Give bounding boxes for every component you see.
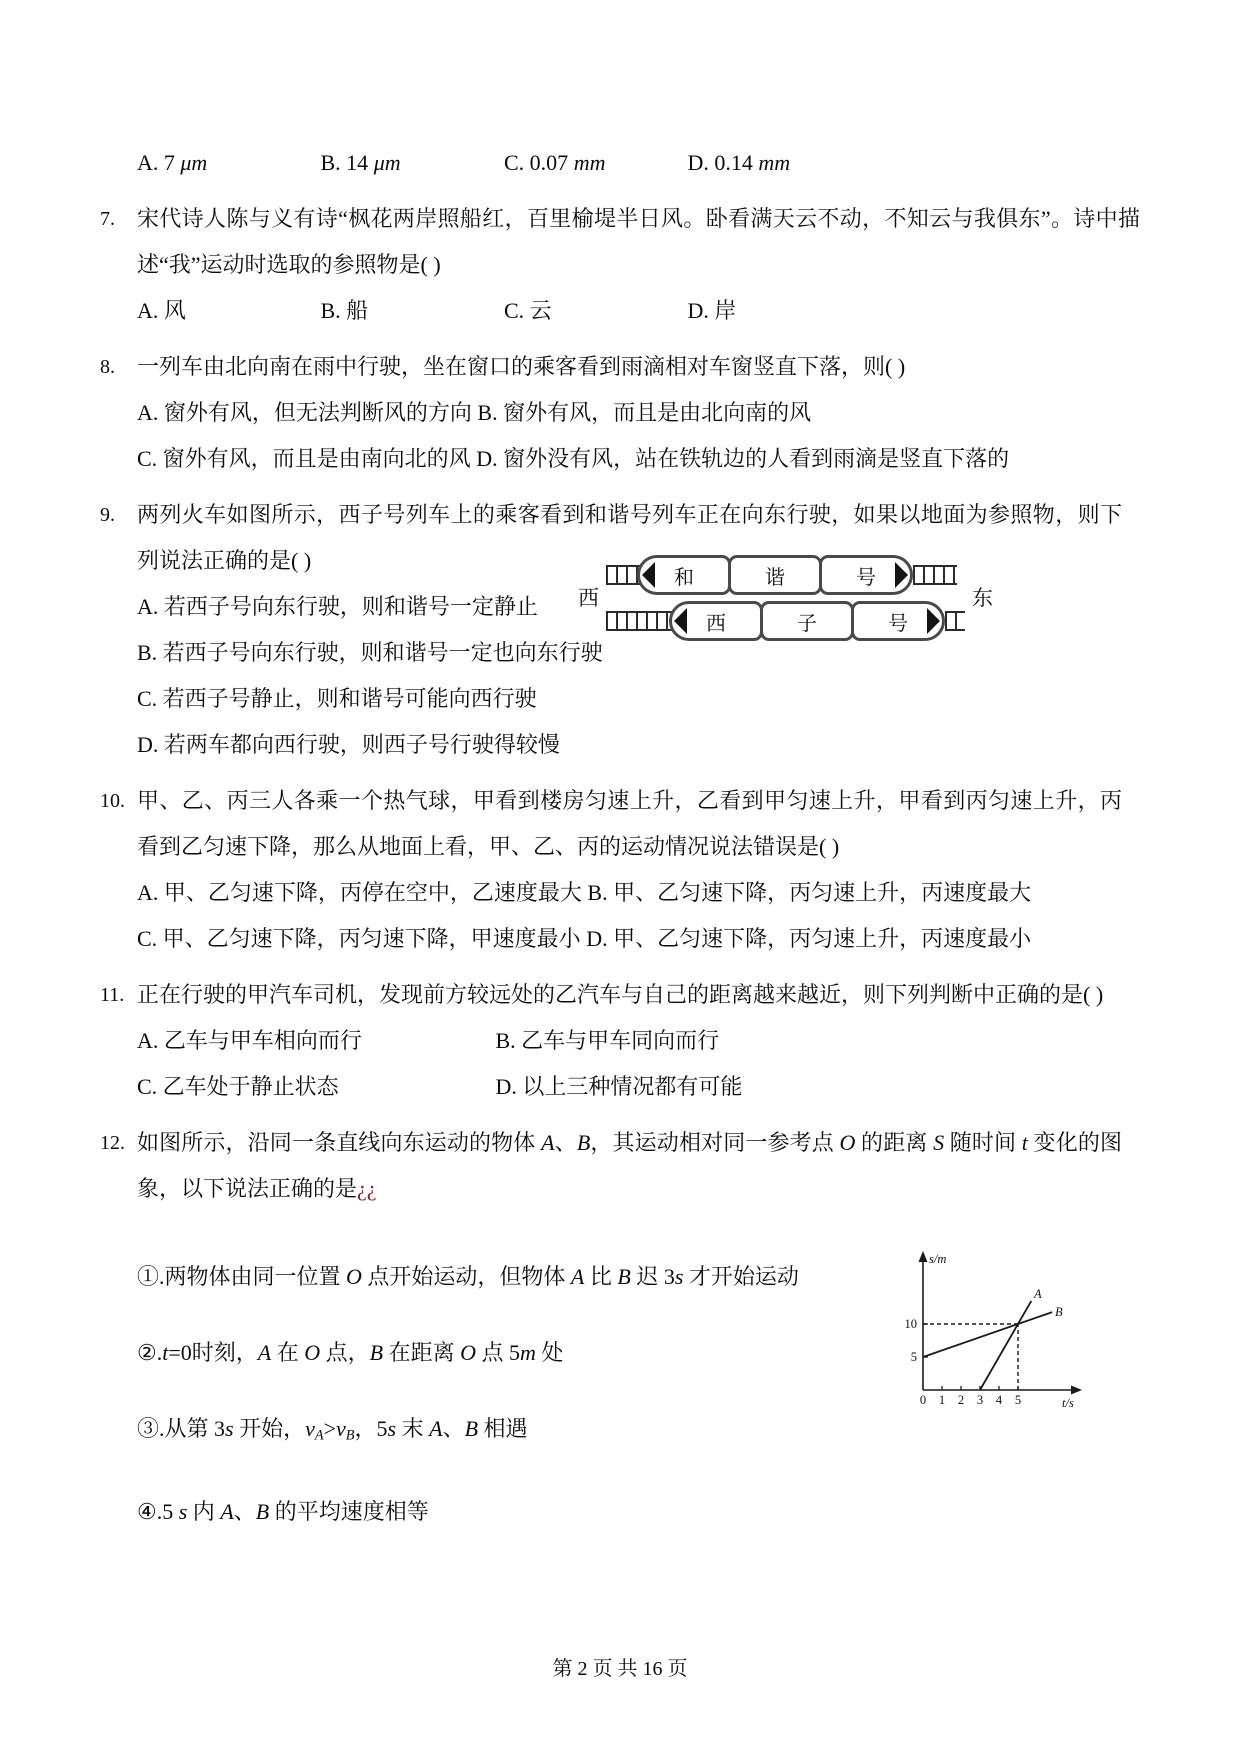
train-xizihao [606,598,965,644]
option-b: B. 14 μm [320,150,401,175]
east-label: 东 [972,585,993,610]
track-segment [606,565,640,585]
option-c: C. 若西子号静止，则和谐号可能向西行驶 [137,686,537,711]
option-c: C. 甲、乙匀速下降，丙匀速下降，甲速度最小 [137,926,581,951]
page-number: 第 2 页 共 16 页 [552,1658,688,1680]
train-car [637,555,731,595]
statement-4: ④.5 s 内 A、B 的平均速度相等 [137,1498,429,1524]
option-d: D. 岸 [687,298,737,323]
question-7-options [137,288,1140,334]
x-tick-label: 0 [919,1393,927,1407]
x-tick-label: 3 [976,1393,984,1407]
option-a: A. 若西子号向东行驶，则和谐号一定静止 [137,594,538,619]
x-tick-label: 1 [938,1393,946,1407]
train-car [760,601,854,641]
train-nose-left-icon [674,608,687,634]
question-11 [100,972,1140,1110]
train-hexiehao [606,552,965,598]
y-tick-label: 10 [904,1317,917,1331]
x-axis-label: t/s [1062,1396,1074,1410]
option-d: D. 以上三种情况都有可能 [495,1074,743,1099]
option-b: B. 甲、乙匀速下降，丙匀速上升，丙速度最大 [587,880,1032,905]
question-number: 11. [100,984,125,1006]
statement-1: ①.两物体由同一位置 O 点开始运动，但物体 A 比 B 迟 3s 才开始运动 [137,1264,799,1289]
option-a: A. 乙车与甲车相向而行 [137,1028,362,1053]
car-label: 谐 [765,566,785,589]
question-8-options-row-1 [137,390,1140,436]
question-10-options-row-1 [137,870,1140,916]
train-car [851,601,945,641]
option-a: A. 7 μm [137,150,208,175]
track-segment [606,611,672,631]
option-d: D. 窗外没有风，站在铁轨边的人看到雨滴是竖直下落的 [476,446,1010,471]
option-b: B. 船 [320,298,369,323]
question-body [137,778,1140,962]
y-tick-label: 5 [910,1350,917,1364]
train-car [728,555,822,595]
train-tracks [606,552,965,644]
option-c: C. 0.07 mm [504,150,606,175]
car-label: 西 [706,612,726,635]
question-number: 8. [100,356,115,378]
option-b: B. 窗外有风，而且是由北向南的风 [477,400,812,425]
question-body [137,492,1140,768]
exam-content [100,140,1140,1535]
car-label: 和 [674,566,694,589]
x-tick-label: 2 [957,1393,965,1407]
question-10-options-row-2 [137,916,1140,962]
question-8-options-row-2 [137,436,1140,482]
question-body [137,344,1140,482]
question-body [137,1120,1140,1535]
question-8 [100,344,1140,482]
question-stem: 如图所示，沿同一条直线向东运动的物体 A、B，其运动相对同一参考点 O 的距离 S 随时间 t 变化的图象，以下说法正确的是¿¿ [137,1130,1122,1201]
option-d: D. 0.14 mm [687,150,791,175]
option-c: C. 乙车处于静止状态 [137,1074,339,1099]
question-stem: 正在行驶的甲汽车司机，发现前方较远处的乙汽车与自己的距离越来越近，则下列判断中正确的是( ) [137,982,1104,1007]
question-6-options [137,140,1140,186]
question-number: 9. [100,504,115,526]
option-c: C. 窗外有风，而且是由南向北的风 [137,446,471,471]
track-segment [945,611,965,631]
x-tick-label: 5 [1014,1393,1022,1407]
x-tick-label: 4 [995,1393,1003,1407]
train-nose-right-icon [927,608,940,634]
train-car [669,601,763,641]
car-label: 号 [888,612,908,635]
question-number: 12. [100,1132,125,1154]
track-segment [913,565,957,585]
train-car [819,555,913,595]
train-nose-right-icon [895,562,908,588]
option-b: B. 若西子号向东行驶，则和谐号一定也向东行驶 [137,640,603,665]
train-nose-left-icon [642,562,655,588]
west-label: 西 [578,585,599,610]
question-stem: 一列车由北向南在雨中行驶，坐在窗口的乘客看到雨滴相对车窗竖直下落，则( ) [137,354,906,379]
car-label: 号 [856,566,876,589]
question-stem: 甲、乙、丙三人各乘一个热气球，甲看到楼房匀速上升，乙看到甲匀速上升，甲看到丙匀速上升，丙看到乙匀速下降，那么从地面上看，甲、乙、丙的运动情况说法错误是( ) [137,788,1122,859]
series-b-label: B [1055,1305,1063,1319]
question-7 [100,196,1140,334]
question-number: 7. [100,208,115,230]
statement-2: ②.t=0时刻，A 在 O 点，B 在距离 O 点 5m 处 [137,1340,564,1365]
option-d: D. 甲、乙匀速下降，丙匀速上升，丙速度最小 [586,926,1032,951]
car-label: 子 [797,612,817,635]
question-12 [100,1120,1140,1535]
question-stem: 两列火车如图所示，西子号列车上的乘客看到和谐号列车正在向东行驶，如果以地面为参照物，则下列说法正确的是( ) [137,502,1122,573]
question-9 [100,492,1140,768]
question-10 [100,778,1140,962]
option-a: A. 窗外有风，但无法判断风的方向 [137,400,472,425]
question-stem: 宋代诗人陈与义有诗“枫花两岸照船红，百里榆堤半日风。卧看满天云不动，不知云与我俱东”。诗中描述“我”运动时选取的参照物是( ) [137,206,1140,277]
option-c: C. 云 [504,298,552,323]
question-11-options-row-2 [137,1064,1140,1110]
question-body [137,972,1140,1110]
option-a: A. 风 [137,298,186,323]
series-a-label: A [1034,1287,1042,1301]
option-d: D. 若两车都向西行驶，则西子号行驶得较慢 [137,732,560,757]
q12-graph [895,1250,1087,1412]
train-diagram [578,552,993,644]
option-b: B. 乙车与甲车同向而行 [495,1028,720,1053]
question-number: 10. [100,790,125,812]
option-a: A. 甲、乙匀速下降，丙停在空中，乙速度最大 [137,880,582,905]
statement-3: ③.从第 3s 开始，$v_A>v_B$，5s 末 A、B 相遇 [137,1416,528,1444]
x-axis-arrow-icon [1071,1386,1082,1395]
page-footer [0,1652,1240,1681]
y-axis-arrow-icon [919,1251,928,1262]
question-11-options-row-1 [137,1018,1140,1064]
y-axis-label: s/m [929,1252,947,1266]
question-body [137,196,1140,334]
